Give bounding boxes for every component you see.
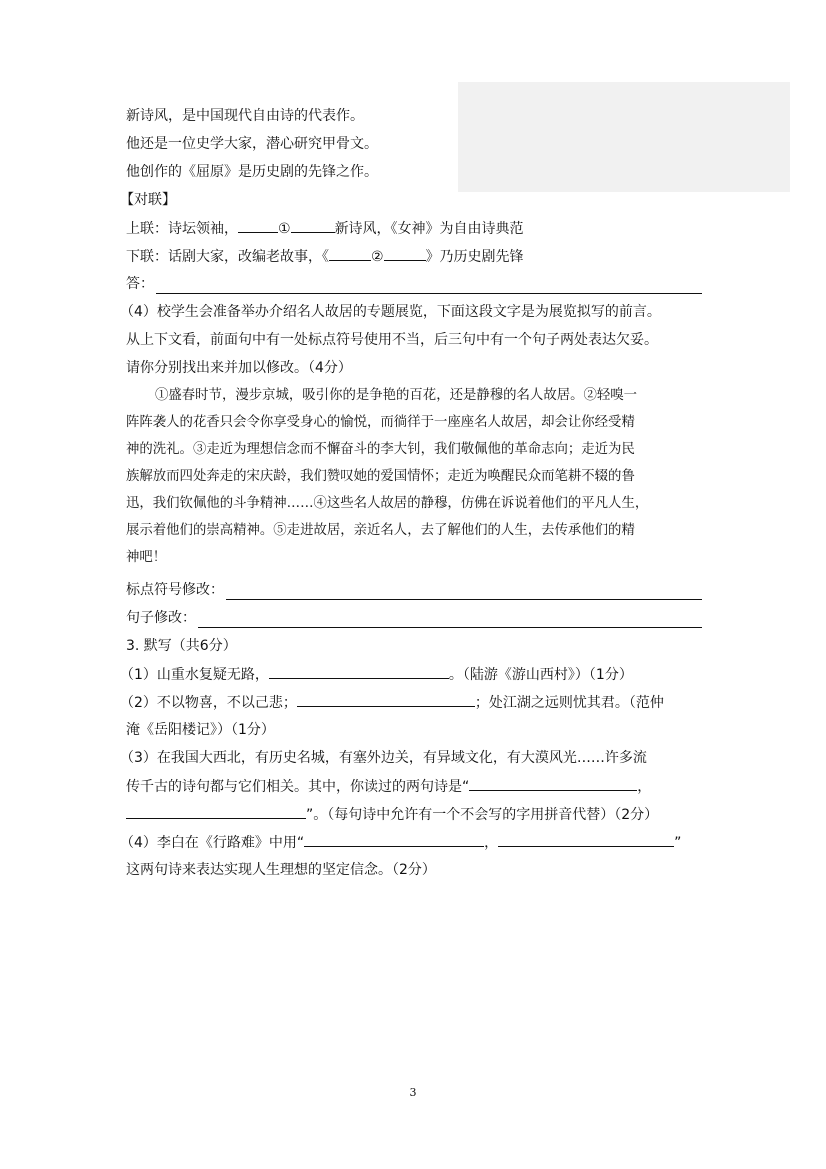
answer-label: 答：: [126, 276, 154, 292]
passage-line-3: 神的洗礼。③走近为理想信念而不懈奋斗的李大钊，我们敬佩他的革命志向；走近为民: [126, 442, 635, 457]
dictation-q2-line2: 淹《岳阳楼记》）（1分）: [126, 722, 275, 738]
passage-line-6: 展示着他们的崇高精神。⑤走进故居，亲近名人，去了解他们的人生，去传承他们的精: [126, 523, 635, 538]
dictation-q3-line3: ”。（每句诗中允许有一个不会写的字用拼音代替）（2分）: [126, 804, 658, 825]
q4-prompt-3: 请你分别找出来并加以修改。（4分）: [126, 360, 352, 376]
dictation-q4: （4）李白在《行路难》中用“ ， ”: [120, 832, 681, 853]
q4-prompt-2: 从上下文看，前面句中有一处标点符号使用不当，后三句中有一个句子两处表达欠妥。: [126, 332, 658, 348]
passage-line-4: 族解放而四处奔走的宋庆龄，我们赞叹她的爱国情怀；走近为唤醒民众而笔耕不辍的鲁: [126, 469, 635, 484]
page-number: 3: [409, 1086, 417, 1099]
passage-line-7: 神吧！: [126, 550, 167, 565]
couplet-lower: 下联：话剧大家，改编老故事，《 ② 》乃历史剧先锋: [126, 246, 524, 267]
passage-line-5: 迅，我们钦佩他的斗争精神……④这些名人故居的静穆，仿佛在诉说着他们的平凡人生，: [126, 496, 649, 511]
intro-line-3: 他创作的《屈原》是历史剧的先锋之作。: [126, 164, 378, 180]
intro-line-1: 新诗风，是中国现代自由诗的代表作。: [126, 108, 364, 124]
sentence-label: 句子修改：: [126, 610, 196, 626]
image-placeholder: [458, 82, 790, 192]
sentence-answer-line[interactable]: [126, 608, 702, 628]
punctuation-answer-line[interactable]: [126, 580, 702, 600]
couplet-heading: 【对联】: [120, 192, 176, 208]
dictation-q3-line1: （3）在我国大西北，有历史名城，有塞外边关，有异域文化，有大漠风光……许多流: [120, 750, 647, 766]
punctuation-label: 标点符号修改：: [126, 582, 224, 598]
q4-prompt-1: （4）校学生会准备举办介绍名人故居的专题展览，下面这段文字是为展览拟写的前言。: [120, 304, 661, 320]
couplet-answer-line[interactable]: [126, 274, 702, 294]
dictation-q4-line2: 这两句诗来表达实现人生理想的坚定信念。（2分）: [126, 862, 436, 878]
dictation-q1: （1）山重水复疑无路， 。（陆游《游山西村》）（1分）: [120, 664, 633, 685]
passage-line-1: ①盛春时节，漫步京城，吸引你的是争艳的百花，还是静穆的名人故居。②轻嗅一: [155, 388, 638, 403]
intro-line-2: 他还是一位史学大家，潜心研究甲骨文。: [126, 136, 378, 152]
section-3-title: 3. 默写（共6分）: [126, 638, 237, 654]
dictation-q3-line2: 传千古的诗句都与它们相关。其中，你读过的两句诗是“ ，: [126, 776, 651, 797]
passage-line-2: 阵阵袭人的花香只会令你享受身心的愉悦，而徜徉于一座座名人故居，却会让你经受精: [126, 415, 635, 430]
dictation-q2: （2）不以物喜，不以己悲； ；处江湖之远则忧其君。（范仲: [120, 692, 664, 713]
couplet-upper: 上联：诗坛领袖， ① 新诗风，《女神》为自由诗典范: [126, 218, 524, 239]
